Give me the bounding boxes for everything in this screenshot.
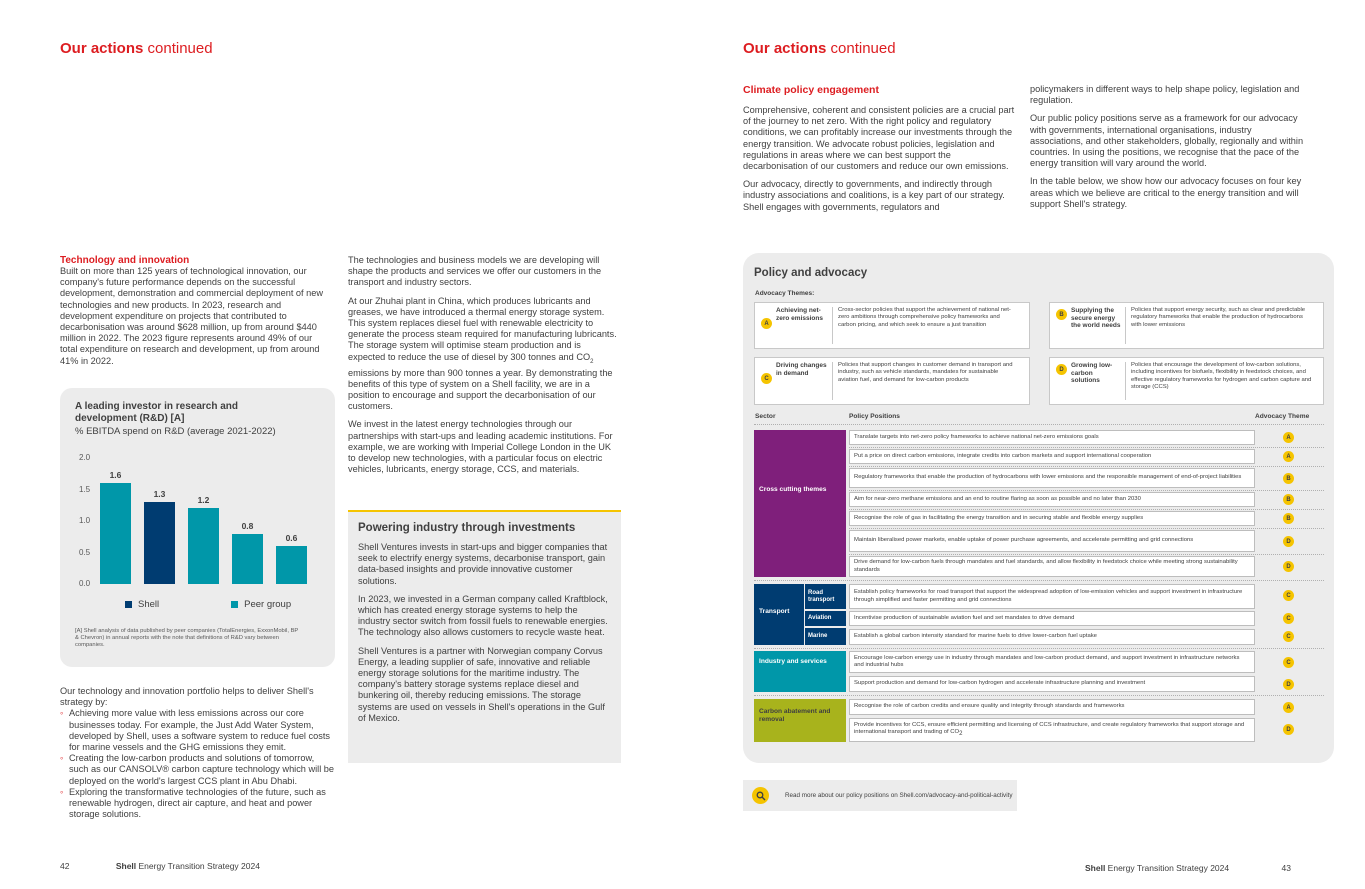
- climate-para-5: In the table below, we show how our advocacy focuses on four key areas which we believe are critical to the energy transition and will support Shell's strategy.: [1030, 176, 1302, 209]
- y-tick-label: 0.0: [79, 579, 91, 588]
- position-theme-badge: C: [1283, 590, 1294, 601]
- position-theme-badge: B: [1283, 513, 1294, 524]
- sector-industry-services: Industry and services: [754, 651, 846, 692]
- chart-plot-area: [60, 388, 335, 667]
- sector-transport: Transport: [754, 584, 804, 645]
- legend-swatch-shell: [125, 601, 132, 608]
- theme-box-a: [754, 302, 1030, 349]
- policy-position: Translate targets into net-zero policy frameworks to achieve national net-zero emissions goals: [849, 430, 1255, 445]
- sector-divider: [754, 580, 1324, 581]
- theme-desc-c: Policies that support changes in customer demand in transport and industry, such as vehicle standards, mandates for sustainable aviation fuel, and demand for low-carbon products: [832, 362, 1018, 400]
- policy-title: Policy and advocacy: [754, 267, 868, 279]
- position-theme-badge: D: [1283, 561, 1294, 572]
- advocacy-themes-label: Advocacy Themes:: [755, 290, 815, 297]
- position-theme-badge: C: [1283, 613, 1294, 624]
- col2-para-2a: At our Zhuhai plant in China, which produces lubricants and greases, we have introduced a thermal energy storage system. This system replaces diesel fuel with renewable electricity to generate the process steam required for manufacturing lubricants. The storage system will optimise steam production and is expected to reduce the use of diesel by 300 tonnes and CO: [348, 295, 617, 362]
- theme-badge-d: D: [1056, 364, 1067, 375]
- bar-value-label: 0.6: [285, 533, 298, 544]
- chart-footnote: [A] Shell analysis of data published by peer companies (TotalEnergies, ExxonMobil, BP & Chevron) in annual reports with the note that definitions of R&D vary between companies.: [75, 628, 299, 648]
- heading-bold: Our actions: [60, 40, 144, 57]
- theme-box-c: [754, 357, 1030, 405]
- bullet-item: ◦ Achieving more value with less emissions across our core businesses today. For example, the Just Add Water System, developed by Shell, uses a software system to reduce fuel costs for marine vessels and the GHG emissions they emit.: [60, 708, 335, 753]
- position-theme-badge: B: [1283, 473, 1294, 484]
- col-header-theme: Advocacy Theme: [1255, 413, 1310, 420]
- chart-bar: [144, 502, 175, 584]
- y-tick-label: 2.0: [79, 453, 91, 462]
- investments-box: [348, 510, 621, 763]
- bullet-item: ◦ Creating the low-carbon products and solutions of tomorrow, such as our CANSOLV® carbon capture technology which will be deployed on the world's largest CCS plant in Abu Dhabi.: [60, 753, 335, 787]
- portfolio-bullets: [60, 708, 335, 820]
- heading-rest: continued: [143, 40, 213, 57]
- position-theme-badge: A: [1283, 432, 1294, 443]
- climate-col2: [1030, 84, 1305, 217]
- theme-badge-b: B: [1056, 309, 1067, 320]
- right-page-heading: [743, 40, 896, 57]
- subsector-marine: Marine: [805, 628, 846, 645]
- legend-shell: [125, 599, 159, 610]
- y-tick-label: 1.5: [79, 484, 91, 494]
- portfolio-intro: Our technology and innovation portfolio helps to deliver Shell's strategy by:: [60, 686, 314, 708]
- theme-desc-a: Cross-sector policies that support the achievement of national net-zero ambitions through comprehensive policy frameworks and carbon pricing, and which seek to ensure a just transition: [832, 307, 1018, 344]
- col-header-positions: Policy Positions: [849, 413, 900, 420]
- heading-bold: Our actions: [743, 40, 827, 57]
- policy-position: Support production and demand for low-carbon hydrogen and accelerate infrastructure planning and investment: [849, 676, 1255, 692]
- theme-desc-d: Policies that encourage the development of low-carbon solutions, including incentives for biofuels, flexibility in feedstock choices, and effective regulatory frameworks for hydrogen and carbon capture and storage (CCS): [1125, 362, 1315, 400]
- theme-badge-a: A: [761, 318, 772, 329]
- header-divider: [754, 424, 1324, 425]
- col2-para-2: [348, 296, 620, 413]
- policy-position: Drive demand for low-carbon fuels through mandates and fuel standards, and allow flexibility in feedstock choice while meeting strong sustainability standards: [849, 556, 1255, 577]
- left-page-number: 42: [60, 861, 70, 871]
- col-header-sector: Sector: [755, 413, 776, 420]
- climate-heading: Climate policy engagement: [743, 84, 879, 96]
- position-theme-badge: D: [1283, 679, 1294, 690]
- theme-name-c: Driving changes in demand: [776, 362, 827, 377]
- position-theme-badge: C: [1283, 631, 1294, 642]
- legend-label-peer: Peer group: [244, 599, 292, 610]
- legend-peer: [231, 599, 291, 610]
- theme-desc-b: Policies that support energy security, such as clear and predictable regulatory frameworks that enable the production of hydrocarbons with lower emissions: [1125, 307, 1315, 344]
- ccs-position-text: Provide incentives for CCS, ensure efficient permitting and licensing of CCS infrastructure, and create regulatory frameworks that support storage and international transport and trading of CO: [854, 721, 1245, 735]
- chart-title: A leading investor in research and development (R&D) [A]: [75, 401, 239, 424]
- chart-bar: [188, 508, 219, 584]
- policy-position: Aim for near-zero methane emissions and an end to routine flaring as soon as possible and no later than 2030: [849, 492, 1255, 507]
- policy-position: Put a price on direct carbon emissions, integrate credits into carbon markets and support international cooperation: [849, 449, 1255, 464]
- policy-position: Recognise the role of gas in facilitating the energy transition and in securing stable and flexible energy supplies: [849, 511, 1255, 526]
- chart-legend: [125, 599, 291, 610]
- subsector-aviation: Aviation: [805, 611, 846, 626]
- policy-position: Establish a global carbon intensity standard for marine fuels to drive lower-carbon fuel uptake: [849, 629, 1255, 645]
- invest-para-1: Shell Ventures invests in start-ups and bigger companies that seek to electrify energy systems, decarbonise transport, gain data-based insights and provide innovative customer solutions.: [358, 542, 608, 586]
- bar-value-label: 1.6: [109, 470, 122, 481]
- chart-bar: [100, 483, 131, 584]
- theme-name-b: Supplying the secure energy the world needs: [1071, 307, 1121, 330]
- subsector-road-transport: Road transport: [805, 584, 846, 609]
- legend-label-shell: Shell: [138, 599, 160, 610]
- invest-para-2: In 2023, we invested in a German company called Kraftblock, which has created energy storage systems to help the industry sector switch from fossil fuels to renewable energies. The technology also allows customers to recycle waste heat.: [358, 593, 608, 638]
- bar-value-label: 1.2: [197, 495, 210, 506]
- chart-bar: [276, 546, 307, 584]
- read-more-box[interactable]: [743, 780, 1017, 811]
- climate-para-2: Our advocacy, directly to governments, and indirectly through industry associations and coalitions, is a key part of our strategy. Shell engages with governments, regulators and: [743, 179, 1005, 212]
- policy-position: Maintain liberalised power markets, enable uptake of power purchase agreements, and accelerate permitting and grid connections: [849, 530, 1255, 552]
- footer-title: Energy Transition Strategy 2024: [136, 861, 260, 871]
- right-page-number: 43: [1281, 863, 1291, 873]
- policy-position: Encourage low-carbon energy use in industry through mandates and low-carbon product demand, and support investment in infrastructure networks and industrial hubs: [849, 651, 1255, 673]
- row-divider: [849, 528, 1324, 529]
- bullet-item: ◦ Exploring the transformative technologies of the future, such as renewable hydrogen, direct air capture, and heat and power storage solutions.: [60, 787, 335, 821]
- policy-position: Establish policy frameworks for road transport that support the widespread adoption of low-emission vehicles and support investment in infrastructure through simplified and faster permitting and grid connections: [849, 584, 1255, 609]
- right-footer: [1085, 863, 1291, 873]
- sector-divider: [754, 695, 1324, 696]
- footer-brand: Shell: [1085, 863, 1106, 873]
- climate-col1: [743, 84, 1018, 220]
- theme-name-d: Growing low-carbon solutions: [1071, 362, 1113, 385]
- co2-subscript: 2: [590, 358, 594, 365]
- policy-position: [849, 718, 1255, 742]
- search-icon: [752, 787, 769, 804]
- position-theme-badge: A: [1283, 702, 1294, 713]
- tech-section: [60, 255, 325, 367]
- footer-brand: Shell: [115, 861, 137, 871]
- position-theme-badge: C: [1283, 657, 1294, 668]
- theme-box-b: [1049, 302, 1324, 349]
- position-theme-badge: A: [1283, 451, 1294, 462]
- heading-rest: continued: [826, 40, 896, 57]
- tech-col2: [348, 255, 620, 482]
- row-divider: [849, 490, 1324, 491]
- policy-position: Incentivise production of sustainable aviation fuel and set mandates to drive demand: [849, 611, 1255, 626]
- row-divider: [849, 509, 1324, 510]
- chart-subtitle: % EBITDA spend on R&D (average 2021-2022): [75, 426, 276, 437]
- sector-cross-cutting: Cross cutting themes: [754, 430, 846, 577]
- col2-para-2b: emissions by more than 900 tonnes a year. By demonstrating the benefits of this type of system on a Shell facility, we are in a position to encourage and support the decarbonisation of our customers.: [348, 367, 613, 412]
- legend-swatch-peer: [231, 601, 238, 608]
- co2-subscript: 2: [959, 731, 963, 738]
- theme-name-a: Achieving net-zero emissions: [776, 307, 823, 322]
- tech-heading: Technology and innovation: [60, 255, 190, 266]
- climate-para-3: policymakers in different ways to help shape policy, legislation and regulation.: [1030, 84, 1300, 106]
- row-divider: [849, 554, 1324, 555]
- invest-para-3: Shell Ventures is a partner with Norwegian company Corvus Energy, a leading supplier of safe, innovative and reliable energy storage solutions for the maritime industry. The company's battery storage systems replace diesel and bunkering oil, thereby reducing emissions. The storage systems are used on vessels in Shell's operations in the Gulf of Mexico.: [358, 645, 605, 723]
- left-footer: [60, 861, 260, 871]
- rd-chart-panel: [60, 388, 335, 667]
- sector-carbon-abatement: Carbon abatement and removal: [754, 699, 846, 742]
- policy-position: Regulatory frameworks that enable the production of hydrocarbons with lower emissions and the responsible management of end-of-project liabilities: [849, 468, 1255, 488]
- row-divider: [849, 447, 1324, 448]
- row-divider: [849, 466, 1324, 467]
- bar-value-label: 0.8: [241, 520, 254, 531]
- policy-advocacy-panel: [743, 253, 1334, 763]
- investments-body: [358, 542, 608, 731]
- portfolio-section: [60, 686, 335, 820]
- theme-box-d: [1049, 357, 1324, 405]
- col2-para-3: We invest in the latest energy technologies through our partnerships with start-ups and leading academic institutions. For example, we are working with Imperial College London in the UK to develop new technologies, with a particular focus on electric vehicles, lubricants, energy storage, CCS, and materials.: [348, 419, 613, 475]
- climate-para-1: Comprehensive, coherent and consistent policies are a crucial part of the journey to net zero. With the right policy and regulatory conditions, we can profitably increase our investments through the energy transition. We advocate robust policies, legislation and regulations in areas where we can best support the decarbonisation of our customers and reduce our own emissions.: [743, 105, 1015, 172]
- position-theme-badge: B: [1283, 494, 1294, 505]
- policy-position: Recognise the role of carbon credits and ensure quality and integrity through standards and frameworks: [849, 699, 1255, 715]
- theme-badge-c: C: [761, 373, 772, 384]
- footer-title: Energy Transition Strategy 2024: [1105, 863, 1230, 873]
- sector-divider: [754, 648, 1324, 649]
- read-more-link[interactable]: Read more about our policy positions on Shell.com/advocacy-and-political-activity: [785, 791, 1013, 799]
- investments-title: Powering industry through investments: [358, 522, 576, 534]
- climate-para-4: Our public policy positions serve as a framework for our advocacy with governments, international organisations, industry associations, and other stakeholders, globally, regionally and within countries. In using the positions, we recognise that the pace of the energy transition will vary around the world.: [1030, 113, 1304, 169]
- tech-paragraph: Built on more than 125 years of technological innovation, our company's future performance depends on the successful development, demonstration and commercial deployment of new technologies and new products. In 2023, research and development expenditure on projects that contributed to decarbonisation was around $628 million, up from around $440 million in 2022. The 2023 figure represents around 49% of our total expenditure on research and development, up from around 41% in 2022.: [60, 266, 324, 366]
- y-tick-label: 0.5: [79, 547, 91, 557]
- col2-para-1: The technologies and business models we are developing will shape the products and services we offer our customers in the transport and industry sectors.: [348, 255, 602, 288]
- left-page-heading: [60, 40, 213, 57]
- position-theme-badge: D: [1283, 536, 1294, 547]
- position-theme-badge: D: [1283, 724, 1294, 735]
- chart-bar: [232, 534, 263, 584]
- y-tick-label: 1.0: [79, 516, 91, 525]
- bar-value-label: 1.3: [153, 489, 166, 500]
